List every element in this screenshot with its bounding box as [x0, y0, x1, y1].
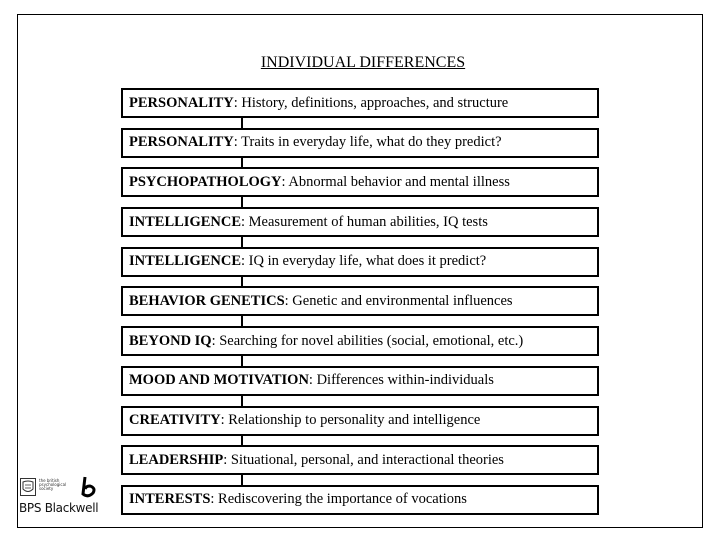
topic-box — [121, 207, 599, 237]
topic-heading: INTELLIGENCE — [129, 253, 242, 270]
topic-box — [121, 286, 599, 316]
topic-box — [121, 326, 599, 356]
bps-blackwell-logo — [17, 476, 99, 520]
topic-description: : Situational, personal, and interactional theories — [223, 451, 504, 468]
topic-box — [121, 88, 599, 118]
topic-box — [121, 128, 599, 158]
topic-box — [121, 406, 599, 436]
topic-description: : Abnormal behavior and mental illness — [281, 173, 510, 190]
logo-wordmark: BPS Blackwell — [19, 501, 99, 515]
topic-description: : Rediscovering the importance of vocations — [210, 491, 467, 508]
topic-heading: PERSONALITY — [129, 134, 234, 151]
topic-heading: INTELLIGENCE — [129, 213, 242, 230]
topic-heading: LEADERSHIP — [129, 451, 224, 468]
topic-heading: BEYOND IQ — [129, 332, 212, 349]
topic-description: : Relationship to personality and intelligence — [220, 412, 481, 428]
topic-description: : Searching for novel abilities (social, emotional, etc.) — [211, 332, 524, 349]
topic-heading: CREATIVITY — [129, 412, 221, 428]
topic-description: : IQ in everyday life, what does it predict? — [241, 253, 487, 270]
topic-description: : Measurement of human abilities, IQ tests — [241, 213, 488, 230]
page-title: INDIVIDUAL DIFFERENCES — [260, 54, 466, 71]
topic-list — [121, 88, 599, 515]
logo-small-text: the british psychological society — [39, 478, 67, 491]
topic-box — [121, 167, 599, 197]
topic-box — [121, 366, 599, 396]
topic-heading: INTERESTS — [129, 491, 211, 508]
topic-description: : Differences within-individuals — [308, 372, 494, 389]
topic-box — [121, 247, 599, 277]
topic-heading: PSYCHOPATHOLOGY — [129, 173, 282, 190]
topic-heading: MOOD AND MOTIVATION — [129, 372, 309, 389]
bps-crest-icon — [20, 478, 36, 496]
topic-description: : Traits in everyday life, what do they predict? — [233, 134, 502, 151]
topic-box — [121, 485, 599, 515]
blackwell-b-icon — [77, 476, 99, 498]
topic-box — [121, 445, 599, 475]
topic-description: : History, definitions, approaches, and structure — [233, 94, 509, 111]
topic-description: : Genetic and environmental influences — [284, 292, 513, 309]
topic-heading: PERSONALITY — [129, 94, 234, 111]
topic-heading: BEHAVIOR GENETICS — [129, 292, 285, 309]
